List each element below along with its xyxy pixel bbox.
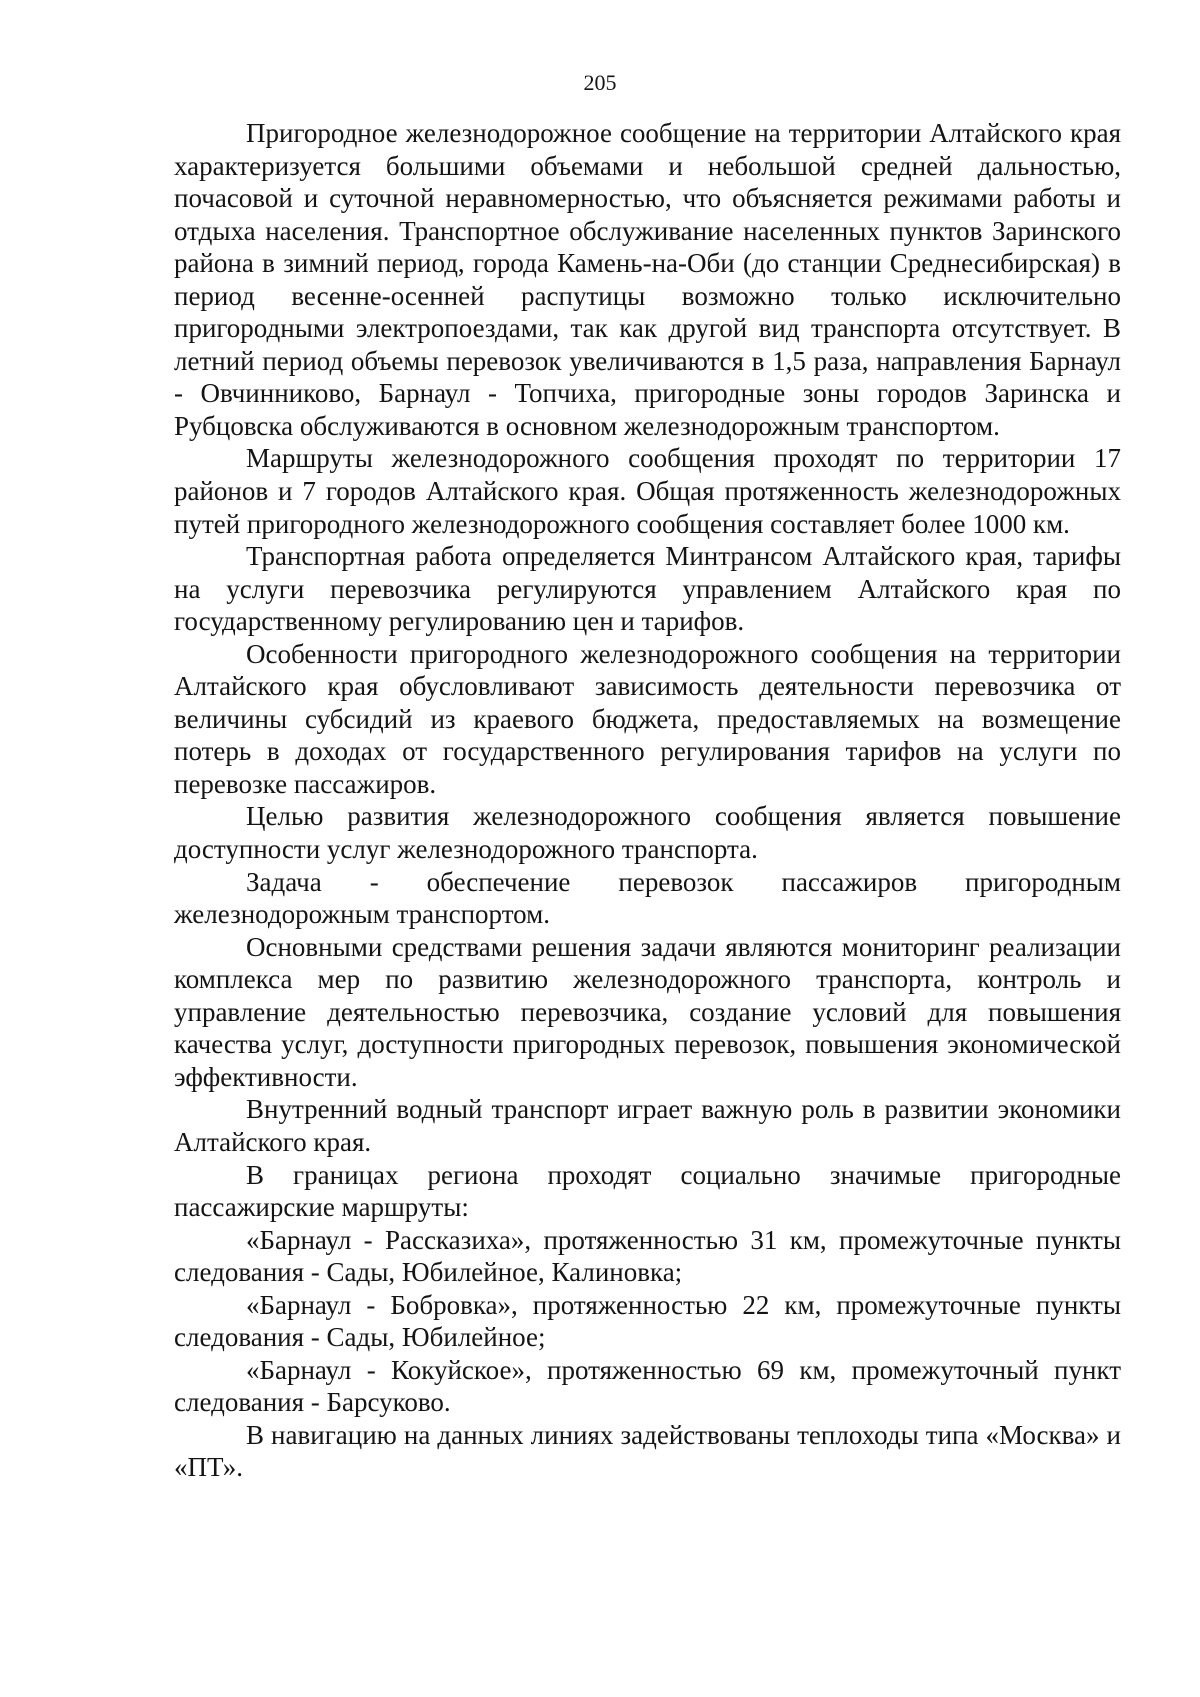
route-item: «Барнаул - Кокуйское», протяженностью 69 км, промежуточный пункт следования - Барсуково. — [174, 1354, 1121, 1418]
paragraph-means: Основными средствами решения задачи являются мониторинг реализации комплекса мер по развитию железнодорожного транспорта, контроль и управление деятельностью перевозчика, создание условий для повышения качества услуг, доступности пригородных перевозок, повышения экономической эффективности. — [174, 931, 1121, 1092]
paragraph-goal: Целью развития железнодорожного сообщения является повышение доступности услуг железнодорожного транспорта. — [174, 801, 1121, 865]
route-item: «Барнаул - Рассказиха», протяженностью 31 км, промежуточные пункты следования - Сады, Юбилейное, Калиновка; — [174, 1224, 1121, 1288]
paragraph-suburban-rail-overview: Пригородное железнодорожное сообщение на территории Алтайского края характеризуется большими объемами и небольшой средней дальностью, почасовой и суточной неравномерностью, что объясняется режимами работы и отдыха населения. Транспортное обслуживание населенных пунктов Заринского района в зимний период, города Камень-на-Оби (до станции Среднесибирская) в период весенне-осенней распутицы возможно только исключительно пригородными электропоездами, так как другой вид транспорта отсутствует. В летний период объемы перевозок увеличиваются в 1,5 раза, направления Барнаул - Овчинниково, Барнаул - Топчиха, пригородные зоны городов Заринска и Рубцовска обслуживаются в основном железнодорожным транспортом. — [174, 118, 1121, 441]
paragraph-navigation-ships: В навигацию на данных линиях задействованы теплоходы типа «Москва» и «ПТ». — [174, 1419, 1121, 1483]
paragraph-transport-work: Транспортная работа определяется Минтрансом Алтайского края, тарифы на услуги перевозчика регулируются управлением Алтайского края по государственному регулированию цен и тарифов. — [174, 541, 1121, 637]
paragraph-routes-intro: В границах региона проходят социально значимые пригородные пассажирские маршруты: — [174, 1159, 1121, 1223]
body-text — [174, 117, 1121, 1484]
route-item: «Барнаул - Бобровка», протяженностью 22 км, промежуточные пункты следования - Сады, Юбилейное; — [174, 1289, 1121, 1353]
paragraph-rail-routes: Маршруты железнодорожного сообщения проходят по территории 17 районов и 7 городов Алтайского края. Общая протяженность железнодорожных путей пригородного железнодорожного сообщения составляет более 1000 км. — [174, 443, 1121, 539]
paragraph-features-subsidies: Особенности пригородного железнодорожного сообщения на территории Алтайского края обусловливают зависимость деятельности перевозчика от величины субсидий из краевого бюджета, предоставляемых на возмещение потерь в доходах от государственного регулирования тарифов на услуги по перевозке пассажиров. — [174, 638, 1121, 799]
paragraph-water-transport: Внутренний водный транспорт играет важную роль в развитии экономики Алтайского края. — [174, 1094, 1121, 1157]
page-number: 205 — [583, 70, 617, 95]
paragraph-task: Задача - обеспечение перевозок пассажиров пригородным железнодорожным транспортом. — [174, 866, 1121, 930]
